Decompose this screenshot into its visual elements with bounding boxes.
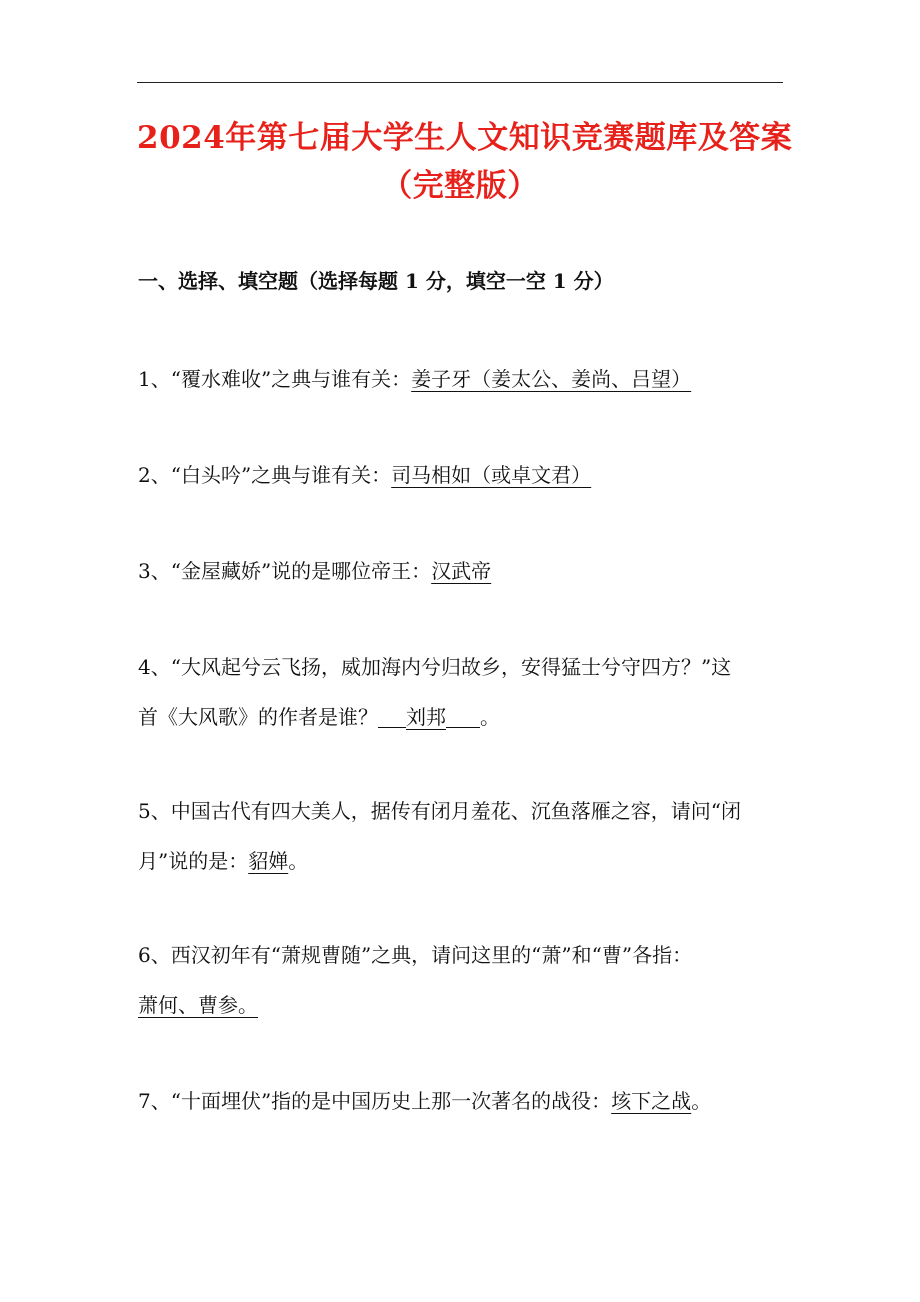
question-1 [138,364,788,394]
question-text: 1、“覆水难收”之典与谁有关： [138,367,412,391]
answer-text: 刘邦 [406,705,446,729]
question-2 [138,460,788,490]
answer-blank-left [378,705,406,728]
question-5-line-1: 5、中国古代有四大美人，据传有闭月羞花、沉鱼落雁之容，请问“闭 [138,799,741,823]
question-6-line-2 [138,990,788,1020]
answer-text: 垓下之战 [611,1089,692,1113]
document-title: 2024年第七届大学生人文知识竞赛题库及答案 [137,120,793,156]
question-5-line-2 [138,846,788,876]
answer-text: 司马相如（或卓文君） [391,463,592,487]
answer-text: 貂婵 [248,849,289,873]
answer-text: 萧何、曹参。 [138,993,258,1017]
answer-blank-right [446,705,480,728]
sentence-end: 。 [288,849,309,873]
question-4-line-2 [138,702,788,732]
answer-text: 姜子牙（姜太公、姜尚、吕望） [411,367,692,391]
document-subtitle: （完整版） [381,168,539,204]
section-heading: 一、选择、填空题（选择每题 1 分，填空一空 1 分） [138,269,614,293]
question-3 [138,556,788,586]
question-6-line-1: 6、西汉初年有“萧规曹随”之典，请问这里的“萧”和“曹”各指： [138,943,693,967]
question-7 [138,1086,788,1116]
answer-text: 汉武帝 [431,559,492,583]
question-4-line-1: 4、“大风起兮云飞扬，威加海内兮归故乡，安得猛士兮守四方？”这 [138,655,732,679]
question-text: 3、“金屋藏娇”说的是哪位帝王： [138,559,432,583]
question-text: 7、“十面埋伏”指的是中国历史上那一次著名的战役： [138,1089,612,1113]
sentence-end: 。 [691,1089,712,1113]
header-rule [137,82,783,83]
question-text: 2、“白头吟”之典与谁有关： [138,463,392,487]
sentence-end: 。 [480,705,500,729]
question-text: 月”说的是： [138,849,249,873]
question-text: 首《大风歌》的作者是谁？ [138,705,378,729]
